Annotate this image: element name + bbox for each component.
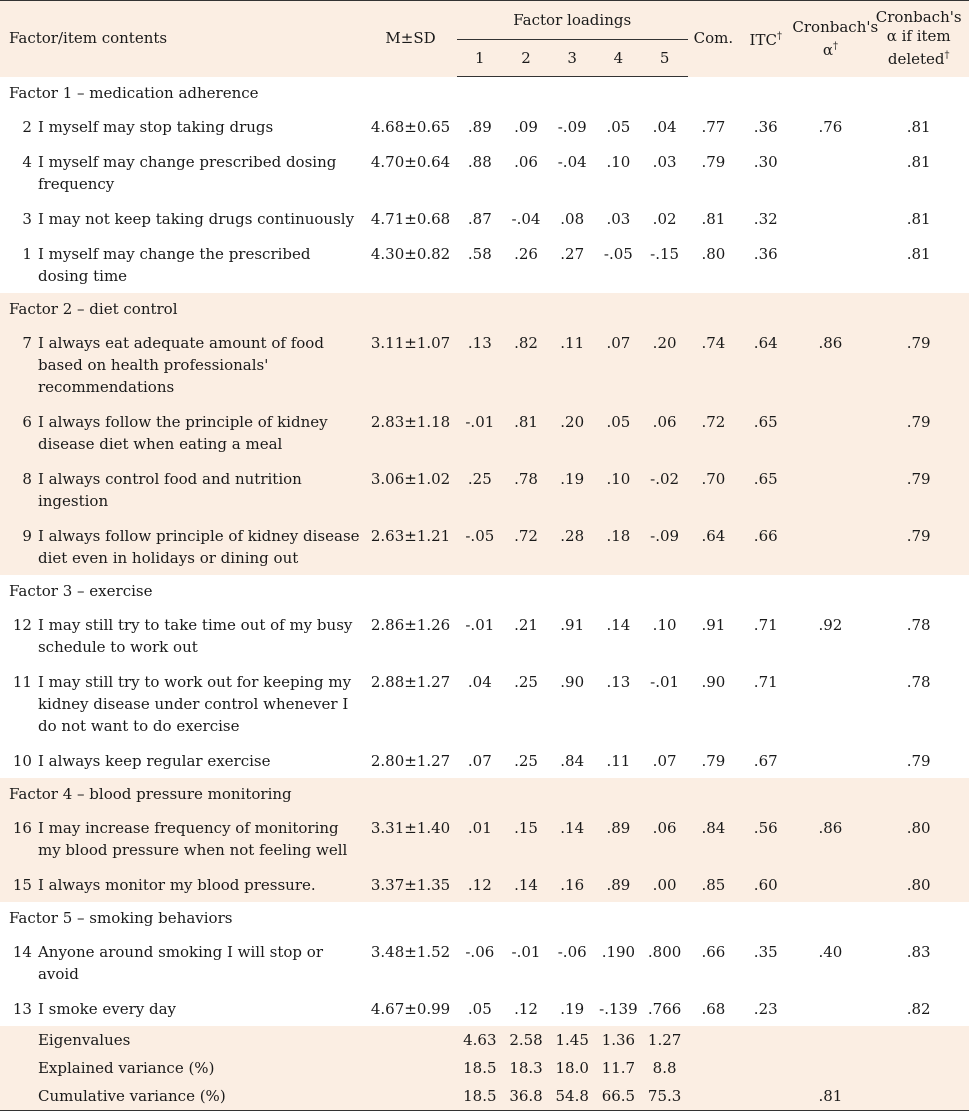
item-com: .91 — [701, 616, 726, 634]
item-com: .85 — [688, 867, 739, 902]
item-loading-1: -.01 — [457, 404, 503, 461]
item-loading-2: .78 — [503, 461, 549, 518]
table-row — [0, 236, 969, 293]
header-alpha: Cronbach's α† — [792, 1, 868, 77]
item-alpha: .76 — [818, 118, 843, 136]
factor-label: Factor 2 – diet control — [0, 293, 969, 325]
item-text: I may still try to take time out of my busy schedule to work out — [37, 616, 353, 656]
item-loading-4: .03 — [606, 210, 631, 228]
summary-com-empty — [688, 1082, 739, 1111]
item-text: I myself may change the prescribed dosing time — [37, 245, 311, 285]
item-loading-5: .04 — [652, 118, 677, 136]
summary-label: Eigenvalues — [38, 1026, 364, 1054]
item-com: .72 — [688, 404, 739, 461]
table-row — [0, 934, 969, 991]
item-itc: .36 — [753, 245, 778, 263]
item-loading-1: .25 — [457, 461, 503, 518]
item-loading-2: -.04 — [511, 210, 541, 228]
table-row — [0, 109, 969, 144]
item-text: Anyone around smoking I will stop or avoid — [37, 943, 323, 983]
item-loading-2: .06 — [514, 153, 538, 171]
item-loading-2: .25 — [514, 752, 538, 770]
item-loading-4: .11 — [606, 752, 631, 770]
item-loading-3: .11 — [549, 325, 595, 404]
item-loading-5: .766 — [647, 1000, 682, 1018]
item-loading-1: .13 — [457, 325, 503, 404]
item-alpha-deleted: .79 — [868, 461, 969, 518]
item-itc: .30 — [753, 153, 778, 171]
item-text: I smoke every day — [37, 1000, 177, 1018]
item-text: I always monitor my blood pressure. — [38, 867, 364, 902]
item-number: 6 — [0, 404, 38, 461]
item-alpha-deleted: .79 — [868, 404, 969, 461]
item-msd: 4.67±0.99 — [370, 1000, 451, 1018]
item-loading-3: .91 — [560, 616, 585, 634]
item-alpha — [792, 144, 868, 201]
item-com: .70 — [688, 461, 739, 518]
summary-value-4: 11.7 — [595, 1054, 641, 1082]
table-row — [0, 664, 969, 743]
item-msd: 3.31±1.40 — [364, 810, 456, 867]
item-itc: .23 — [753, 1000, 778, 1018]
summary-msd-empty — [364, 1082, 456, 1111]
item-alpha-deleted: .79 — [868, 325, 969, 404]
item-loading-4: .89 — [595, 867, 641, 902]
item-loading-2: -.01 — [511, 943, 541, 961]
table-row — [0, 144, 969, 201]
item-number: 7 — [0, 325, 38, 404]
item-loading-1: -.06 — [465, 943, 495, 961]
item-msd: 2.80±1.27 — [370, 752, 451, 770]
item-text: I always control food and nutrition ingestion — [38, 461, 364, 518]
item-loading-2: .72 — [503, 518, 549, 575]
item-loading-5: -.15 — [650, 245, 680, 263]
item-itc: .65 — [739, 461, 792, 518]
table-row — [0, 810, 969, 867]
item-number: 3 — [22, 210, 32, 228]
item-loading-3: .27 — [560, 245, 585, 263]
item-itc: .66 — [739, 518, 792, 575]
summary-value-5: 8.8 — [641, 1054, 687, 1082]
item-itc: .60 — [739, 867, 792, 902]
factor-heading-row — [0, 77, 969, 110]
table-body — [0, 77, 969, 1111]
item-loading-5: .800 — [647, 943, 682, 961]
item-loading-5: .03 — [652, 153, 677, 171]
item-alpha — [792, 664, 868, 743]
item-msd: 2.86±1.26 — [370, 616, 451, 634]
item-itc: .65 — [739, 404, 792, 461]
summary-value-5: 75.3 — [641, 1082, 687, 1111]
table-row — [0, 867, 969, 902]
header-msd: M±SD — [364, 1, 456, 77]
item-loading-3: -.04 — [557, 153, 587, 171]
item-loading-3: .19 — [549, 461, 595, 518]
header-loading-3: 3 — [549, 40, 595, 77]
table-row — [0, 461, 969, 518]
factor-label: Factor 1 – medication adherence — [9, 84, 259, 102]
item-loading-3: .90 — [560, 673, 585, 691]
item-text: I always keep regular exercise — [37, 752, 271, 770]
item-alpha — [792, 991, 868, 1026]
item-number: 13 — [12, 1000, 32, 1018]
summary-alpha: .81 — [792, 1082, 868, 1111]
item-alpha-deleted: .78 — [906, 616, 931, 634]
header-com: Com. — [688, 1, 739, 77]
item-loading-3: -.06 — [557, 943, 587, 961]
summary-row — [0, 1054, 969, 1082]
item-com: .79 — [701, 153, 726, 171]
item-itc: .67 — [753, 752, 778, 770]
item-msd: 2.88±1.27 — [370, 673, 451, 691]
item-com: .80 — [701, 245, 726, 263]
factor-heading-row — [0, 902, 969, 934]
item-com: .74 — [688, 325, 739, 404]
item-alpha: .92 — [818, 616, 843, 634]
item-loading-5: .06 — [641, 404, 687, 461]
item-loading-4: .10 — [595, 461, 641, 518]
item-itc: .56 — [739, 810, 792, 867]
summary-alpha — [792, 1026, 868, 1054]
item-number: 16 — [0, 810, 38, 867]
item-alpha: .86 — [792, 810, 868, 867]
item-loading-4: .18 — [595, 518, 641, 575]
item-loading-5: -.02 — [641, 461, 687, 518]
item-loading-1: -.05 — [457, 518, 503, 575]
summary-del-empty — [868, 1082, 969, 1111]
item-loading-2: .15 — [503, 810, 549, 867]
item-alpha — [792, 236, 868, 293]
item-loading-4: .89 — [595, 810, 641, 867]
item-com: .68 — [701, 1000, 726, 1018]
table-row — [0, 201, 969, 236]
item-loading-3: .84 — [560, 752, 585, 770]
summary-itc-empty — [739, 1026, 792, 1054]
summary-value-1: 4.63 — [457, 1026, 503, 1054]
item-number: 11 — [12, 673, 32, 691]
item-loading-1: .07 — [467, 752, 492, 770]
table-row — [0, 404, 969, 461]
item-number: 1 — [22, 245, 32, 263]
summary-value-1: 18.5 — [457, 1054, 503, 1082]
item-text: I always eat adequate amount of food based on health professionals' recommendations — [38, 325, 364, 404]
item-number: 9 — [0, 518, 38, 575]
item-loading-4: .05 — [606, 118, 631, 136]
item-msd: 3.37±1.35 — [364, 867, 456, 902]
table-row — [0, 325, 969, 404]
item-loading-4: .190 — [601, 943, 636, 961]
item-com: .84 — [688, 810, 739, 867]
summary-com-empty — [688, 1026, 739, 1054]
item-itc: .71 — [753, 673, 778, 691]
item-alpha — [792, 461, 868, 518]
summary-value-3: 18.0 — [549, 1054, 595, 1082]
summary-spacer — [0, 1026, 38, 1054]
table-row — [0, 518, 969, 575]
item-number: 10 — [12, 752, 32, 770]
item-loading-5: .06 — [641, 810, 687, 867]
summary-value-4: 66.5 — [595, 1082, 641, 1111]
item-alpha — [792, 518, 868, 575]
summary-alpha — [792, 1054, 868, 1082]
item-loading-5: .20 — [641, 325, 687, 404]
item-alpha-deleted: .81 — [906, 153, 931, 171]
summary-itc-empty — [739, 1054, 792, 1082]
item-loading-4: .13 — [606, 673, 631, 691]
factor-label: Factor 3 – exercise — [9, 582, 153, 600]
item-loading-2: .81 — [503, 404, 549, 461]
item-alpha-deleted: .83 — [906, 943, 931, 961]
header-factor-item: Factor/item contents — [0, 1, 364, 77]
item-loading-3: .28 — [549, 518, 595, 575]
factor-label: Factor 5 – smoking behaviors — [9, 909, 233, 927]
item-itc: .64 — [739, 325, 792, 404]
item-msd: 4.70±0.64 — [370, 153, 451, 171]
item-loading-4: .14 — [606, 616, 631, 634]
item-alpha-deleted: .79 — [868, 518, 969, 575]
item-loading-2: .26 — [514, 245, 538, 263]
summary-value-2: 36.8 — [503, 1082, 549, 1111]
summary-row — [0, 1082, 969, 1111]
item-text: I myself may stop taking drugs — [37, 118, 274, 136]
item-com: .81 — [701, 210, 726, 228]
factor-label: Factor 4 – blood pressure monitoring — [0, 778, 969, 810]
item-com: .66 — [701, 943, 726, 961]
item-loading-5: .07 — [652, 752, 677, 770]
summary-itc-empty — [739, 1082, 792, 1111]
factor-heading-row — [0, 293, 969, 325]
item-loading-1: -.01 — [465, 616, 495, 634]
item-loading-4: .07 — [595, 325, 641, 404]
item-msd: 4.30±0.82 — [370, 245, 451, 263]
item-msd: 3.06±1.02 — [364, 461, 456, 518]
item-msd: 3.11±1.07 — [364, 325, 456, 404]
item-number: 15 — [0, 867, 38, 902]
item-text: I always follow principle of kidney disease diet even in holidays or dining out — [38, 518, 364, 575]
item-alpha-deleted: .81 — [906, 118, 931, 136]
factor-heading-row — [0, 778, 969, 810]
item-text: I may still try to work out for keeping my kidney disease under control whenever I do not want to do exercise — [37, 673, 352, 735]
item-alpha-deleted: .79 — [906, 752, 931, 770]
item-loading-2: .21 — [514, 616, 538, 634]
item-loading-1: .04 — [467, 673, 492, 691]
item-com: .64 — [688, 518, 739, 575]
item-loading-2: .14 — [503, 867, 549, 902]
factor-heading-row — [0, 575, 969, 607]
summary-label: Cumulative variance (%) — [38, 1082, 364, 1111]
item-loading-3: .20 — [549, 404, 595, 461]
item-loading-2: .82 — [503, 325, 549, 404]
item-text: I always follow the principle of kidney disease diet when eating a meal — [38, 404, 364, 461]
summary-value-1: 18.5 — [457, 1082, 503, 1111]
item-com: .79 — [701, 752, 726, 770]
summary-value-3: 1.45 — [549, 1026, 595, 1054]
summary-del-empty — [868, 1054, 969, 1082]
item-com: .77 — [701, 118, 726, 136]
item-alpha — [792, 201, 868, 236]
item-itc: .71 — [753, 616, 778, 634]
item-number: 8 — [0, 461, 38, 518]
table-row — [0, 991, 969, 1026]
item-text: I myself may change prescribed dosing frequency — [37, 153, 337, 193]
item-loading-1: .89 — [467, 118, 492, 136]
item-text: I may increase frequency of monitoring my blood pressure when not feeling well — [38, 810, 364, 867]
item-alpha — [792, 743, 868, 778]
item-loading-3: .08 — [560, 210, 585, 228]
item-msd: 2.63±1.21 — [364, 518, 456, 575]
item-loading-3: .14 — [549, 810, 595, 867]
item-loading-5: -.09 — [641, 518, 687, 575]
item-number: 12 — [12, 616, 32, 634]
item-msd: 2.83±1.18 — [364, 404, 456, 461]
header-loading-2: 2 — [503, 40, 549, 77]
item-alpha-deleted: .81 — [906, 245, 931, 263]
item-loading-1: .12 — [457, 867, 503, 902]
item-loading-4: .10 — [606, 153, 631, 171]
item-alpha — [792, 867, 868, 902]
item-msd: 4.68±0.65 — [370, 118, 451, 136]
item-itc: .32 — [753, 210, 778, 228]
item-loading-2: .25 — [514, 673, 538, 691]
summary-msd-empty — [364, 1026, 456, 1054]
summary-spacer — [0, 1054, 38, 1082]
item-alpha-deleted: .80 — [868, 810, 969, 867]
header-loading-4: 4 — [595, 40, 641, 77]
summary-msd-empty — [364, 1054, 456, 1082]
item-com: .90 — [701, 673, 726, 691]
item-number: 4 — [22, 153, 32, 171]
summary-del-empty — [868, 1026, 969, 1054]
item-msd: 4.71±0.68 — [370, 210, 451, 228]
item-loading-5: -.01 — [650, 673, 680, 691]
item-loading-1: .05 — [467, 1000, 492, 1018]
summary-label: Explained variance (%) — [38, 1054, 364, 1082]
summary-com-empty — [688, 1054, 739, 1082]
item-loading-4: -.05 — [603, 245, 633, 263]
item-loading-5: .02 — [652, 210, 677, 228]
summary-value-4: 1.36 — [595, 1026, 641, 1054]
item-loading-4: -.139 — [599, 1000, 638, 1018]
item-alpha-deleted: .81 — [906, 210, 931, 228]
item-itc: .35 — [753, 943, 778, 961]
item-loading-5: .00 — [641, 867, 687, 902]
summary-spacer — [0, 1082, 38, 1111]
item-loading-4: .05 — [595, 404, 641, 461]
item-loading-1: .87 — [467, 210, 492, 228]
header-loading-1: 1 — [457, 40, 503, 77]
header-alpha-deleted: Cronbach's α if item deleted† — [868, 1, 969, 77]
summary-value-2: 2.58 — [503, 1026, 549, 1054]
summary-row — [0, 1026, 969, 1054]
item-loading-3: .16 — [549, 867, 595, 902]
summary-value-5: 1.27 — [641, 1026, 687, 1054]
item-alpha — [792, 404, 868, 461]
summary-value-2: 18.3 — [503, 1054, 549, 1082]
item-loading-2: .09 — [514, 118, 538, 136]
item-loading-2: .12 — [514, 1000, 538, 1018]
item-number: 14 — [12, 943, 32, 961]
item-loading-1: .88 — [467, 153, 492, 171]
header-factor-loadings: Factor loadings — [457, 1, 688, 40]
item-loading-3: .19 — [560, 1000, 585, 1018]
item-itc: .36 — [753, 118, 778, 136]
item-alpha-deleted: .80 — [868, 867, 969, 902]
header-itc: ITC† — [739, 1, 792, 77]
item-loading-1: .01 — [457, 810, 503, 867]
item-alpha-deleted: .82 — [906, 1000, 931, 1018]
item-text: I may not keep taking drugs continuously — [37, 210, 355, 228]
item-msd: 3.48±1.52 — [370, 943, 451, 961]
item-alpha-deleted: .78 — [906, 673, 931, 691]
item-alpha: .40 — [818, 943, 843, 961]
table-row — [0, 607, 969, 664]
table-row — [0, 743, 969, 778]
item-loading-1: .58 — [467, 245, 492, 263]
summary-value-3: 54.8 — [549, 1082, 595, 1111]
item-loading-5: .10 — [652, 616, 677, 634]
item-number: 2 — [22, 118, 32, 136]
header-loading-5: 5 — [641, 40, 687, 77]
item-loading-3: -.09 — [557, 118, 587, 136]
item-alpha: .86 — [792, 325, 868, 404]
